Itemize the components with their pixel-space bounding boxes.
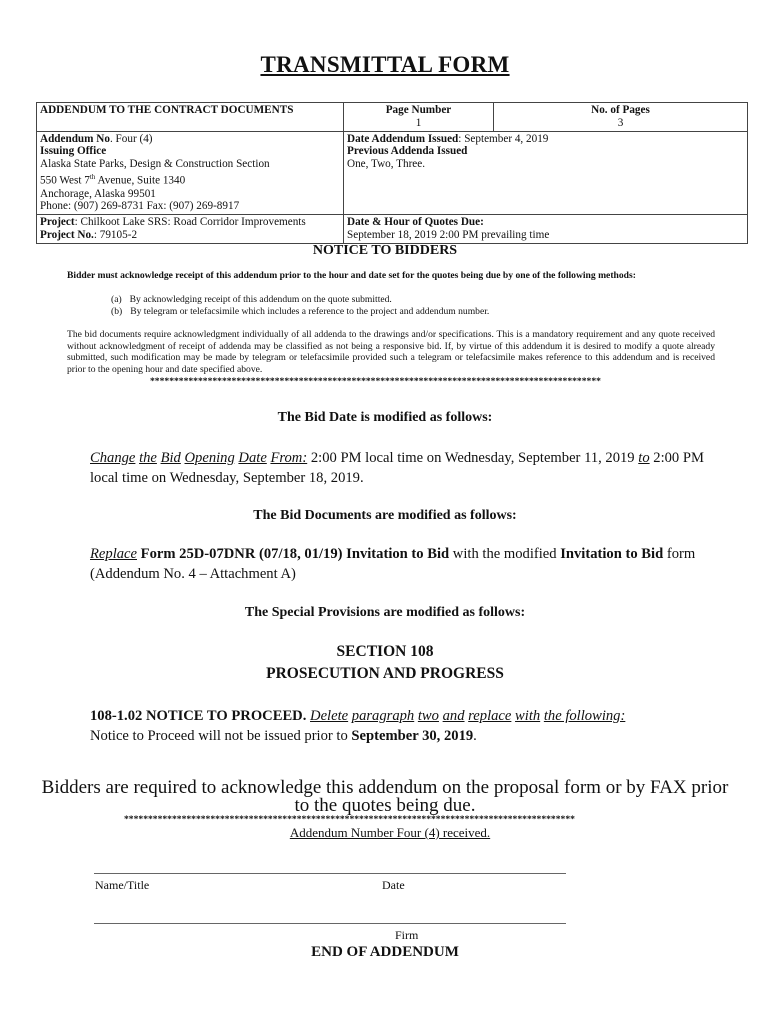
section-subtitle: PROSECUTION AND PROGRESS [266, 665, 504, 682]
list-item: (b) By telegram or telefacsimile which includes a reference to the project and addendum number. [111, 306, 490, 317]
previous-addenda-label: Previous Addenda Issued [347, 145, 468, 158]
addendum-header-table [36, 102, 748, 244]
separator-stars: ********************************************************************************************** [150, 376, 601, 387]
page-title: TRANSMITTAL FORM [260, 52, 510, 77]
issuing-office-line: 550 West 7th Avenue, Suite 1340 [40, 172, 186, 187]
issuing-office-line: Anchorage, Alaska 99501 [40, 187, 156, 200]
addendum-no-value: . Four (4) [109, 132, 153, 145]
special-provisions-heading: The Special Provisions are modified as follows: [244, 605, 526, 620]
quotes-due-label: Date & Hour of Quotes Due [347, 216, 481, 229]
pages-value: 3 [617, 116, 624, 129]
notice-to-proceed-paragraph: 108-1.02 NOTICE TO PROCEED. Delete paragraph two and replace with the following: Notice to Proceed will not be issued prior to September 30, 2019. [90, 708, 626, 744]
page-number-label: Page Number [385, 104, 452, 116]
project-no-value: : 79105-2 [93, 228, 138, 241]
methods-list [111, 294, 731, 318]
page-number-cell [344, 103, 494, 132]
addendum-received-line: Addendum Number Four (4) received. [289, 825, 491, 840]
name-title-label: Name/Title [95, 878, 150, 892]
date-issued-label: Date Addendum Issued [347, 132, 459, 145]
issuing-office-line: Phone: (907) 269-8731 Fax: (907) 269-8917 [40, 200, 240, 213]
previous-addenda-value: One, Two, Three. [347, 158, 426, 171]
bidders-required-line: Bidders are required to acknowledge this addendum on the proposal form or by FAX prior [41, 777, 729, 798]
signature-line [94, 873, 566, 874]
list-item: (a) By acknowledging receipt of this addendum on the quote submitted. [111, 294, 392, 305]
addendum-no-label: Addendum No [40, 132, 110, 145]
date-issued-value: : September 4, 2019 [458, 132, 549, 145]
pages-cell [494, 103, 748, 132]
page-number-value: 1 [415, 116, 422, 129]
notice-title: NOTICE TO BIDDERS [312, 243, 458, 258]
addendum-contract-cell: ADDENDUM TO THE CONTRACT DOCUMENTS [37, 103, 344, 132]
project-cell [37, 215, 344, 244]
firm-line [94, 923, 566, 924]
issuing-office-line: Alaska State Parks, Design & Construction Section [40, 158, 270, 171]
quotes-due-cell: Date & Hour of Quotes Due: September 18, 2019 2:00 PM prevailing time [344, 215, 748, 244]
project-no-label: Project No. [40, 228, 94, 241]
change-paragraph: Change the Bid Opening Date From: 2:00 PM local time on Wednesday, September 11, 2019 to 2:00 PM local time on Wednesday, September 18, 2019. [90, 450, 704, 486]
replace-paragraph: Replace Form 25D-07DNR (07/18, 01/19) Invitation to Bid with the modified Invitation to Bid form (Addendum No. 4 – Attachment A) [90, 546, 696, 582]
addendum-info-cell [37, 131, 344, 215]
project-value: : Chilkoot Lake SRS: Road Corridor Improvements [74, 216, 306, 229]
end-of-addendum: END OF ADDENDUM [311, 944, 459, 960]
quotes-due-value: September 18, 2019 2:00 PM prevailing time [347, 228, 550, 241]
issuing-office-label: Issuing Office [40, 145, 107, 158]
bidders-required-line: to the quotes being due. [294, 795, 476, 816]
bid-date-heading: The Bid Date is modified as follows: [277, 410, 493, 425]
bid-requirements-paragraph: The bid documents require acknowledgment individually of all addenda to the drawings and/or specifications. This is a mandatory requirement and any quote received without acknowledgment of receipt of addenda may be classified as not being a responsive bid. If, by virtue of this addendum it is desired to modify a quote already submitted, such modification may be made by telegram or telefacsimile provided such a telegram or telefacsimile makes reference to this addendum and is received prior to the opening hour and date specified above. [67, 329, 715, 375]
section-title: SECTION 108 [336, 643, 434, 660]
dates-cell [344, 131, 748, 215]
acknowledge-text: Bidder must acknowledge receipt of this addendum prior to the hour and date set for the quotes being due by one of the following methods: [67, 270, 636, 281]
date-label: Date [382, 878, 405, 892]
bid-documents-heading: The Bid Documents are modified as follows: [253, 508, 517, 523]
separator-stars: ********************************************************************************************** [124, 814, 575, 825]
pages-label: No. of Pages [591, 104, 650, 116]
project-label: Project [40, 216, 75, 229]
firm-label: Firm [395, 928, 419, 942]
